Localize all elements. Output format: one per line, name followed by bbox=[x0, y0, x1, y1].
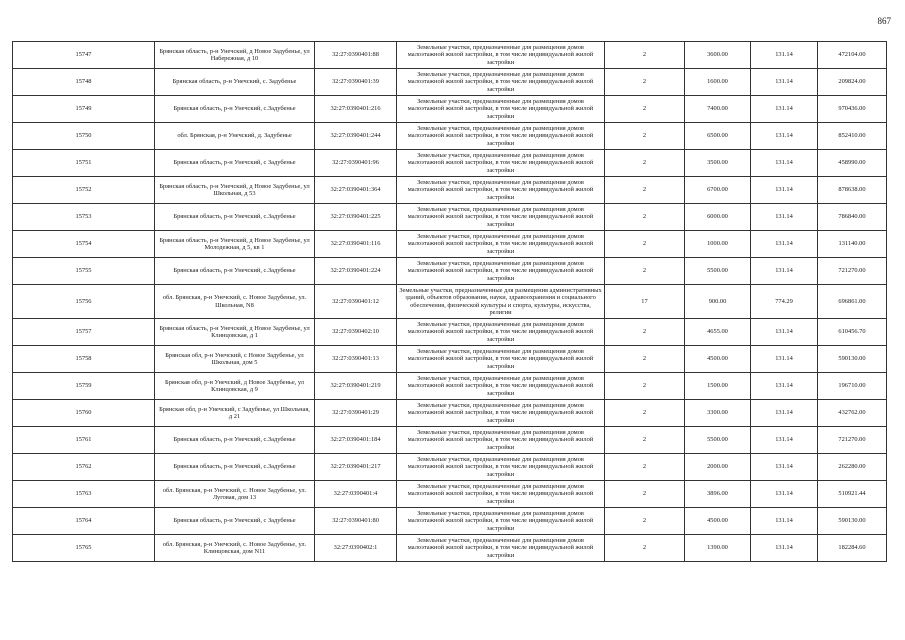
cell-use-group: 2 bbox=[605, 535, 685, 562]
cell-specific-value: 131.14 bbox=[751, 454, 818, 481]
cell-permitted-use: Земельные участки, предназначенные для размещения домов малоэтажной жилой застройки, в том числе индивидуальной жилой застройки bbox=[397, 373, 605, 400]
table-body bbox=[13, 42, 887, 562]
table-row bbox=[13, 481, 887, 508]
cell-cadastral-value: 196710.00 bbox=[818, 373, 887, 400]
cell-permitted-use: Земельные участки, предназначенные для размещения домов малоэтажной жилой застройки, в том числе индивидуальной жилой застройки bbox=[397, 400, 605, 427]
cell-address: Брянская область, р-н Унечский, с.Задубенье bbox=[155, 204, 315, 231]
cell-address: Брянская область, р-н Унечский, с.Задубенье bbox=[155, 96, 315, 123]
cell-specific-value: 131.14 bbox=[751, 481, 818, 508]
table-row bbox=[13, 535, 887, 562]
cell-specific-value: 131.14 bbox=[751, 69, 818, 96]
cell-record-id: 15759 bbox=[13, 373, 155, 400]
cell-cadastral-value: 721270.00 bbox=[818, 258, 887, 285]
table-row bbox=[13, 373, 887, 400]
cell-area: 3896.00 bbox=[685, 481, 751, 508]
cell-cadastral-value: 182284.60 bbox=[818, 535, 887, 562]
cell-permitted-use: Земельные участки, предназначенные для размещения домов малоэтажной жилой застройки, в том числе индивидуальной жилой застройки bbox=[397, 319, 605, 346]
cell-use-group: 2 bbox=[605, 508, 685, 535]
cell-permitted-use: Земельные участки, предназначенные для размещения административных зданий, объектов образования, науки, здравоохранения и социального обеспечения, физической культуры и спорта, культуры, искусства, религии bbox=[397, 285, 605, 319]
table-row bbox=[13, 508, 887, 535]
cell-use-group: 2 bbox=[605, 373, 685, 400]
cell-cadastral-number: 32:27:0390401:364 bbox=[315, 177, 397, 204]
cell-specific-value: 131.14 bbox=[751, 427, 818, 454]
cell-cadastral-number: 32:27:0390401:80 bbox=[315, 508, 397, 535]
cell-cadastral-value: 131140.00 bbox=[818, 231, 887, 258]
cell-use-group: 2 bbox=[605, 231, 685, 258]
cell-record-id: 15764 bbox=[13, 508, 155, 535]
cell-permitted-use: Земельные участки, предназначенные для размещения домов малоэтажной жилой застройки, в том числе индивидуальной жилой застройки bbox=[397, 96, 605, 123]
cell-permitted-use: Земельные участки, предназначенные для размещения домов малоэтажной жилой застройки, в том числе индивидуальной жилой застройки bbox=[397, 204, 605, 231]
cell-record-id: 15765 bbox=[13, 535, 155, 562]
cell-cadastral-number: 32:27:0390401:217 bbox=[315, 454, 397, 481]
cell-cadastral-number: 32:27:0390402:10 bbox=[315, 319, 397, 346]
cell-specific-value: 131.14 bbox=[751, 204, 818, 231]
cell-cadastral-number: 32:27:0390401:4 bbox=[315, 481, 397, 508]
cell-area: 5500.00 bbox=[685, 427, 751, 454]
cell-cadastral-number: 32:27:0390401:219 bbox=[315, 373, 397, 400]
cell-cadastral-number: 32:27:0390401:224 bbox=[315, 258, 397, 285]
cell-address: Брянская обл, р-н Унечский, д Новое Задубенье, ул Клинцовская, д 9 bbox=[155, 373, 315, 400]
cell-specific-value: 131.14 bbox=[751, 373, 818, 400]
cell-cadastral-value: 472104.00 bbox=[818, 42, 887, 69]
cell-cadastral-value: 610456.70 bbox=[818, 319, 887, 346]
cell-specific-value: 131.14 bbox=[751, 123, 818, 150]
cell-specific-value: 131.14 bbox=[751, 150, 818, 177]
cell-specific-value: 131.14 bbox=[751, 319, 818, 346]
cell-specific-value: 131.14 bbox=[751, 42, 818, 69]
cell-record-id: 15758 bbox=[13, 346, 155, 373]
cell-cadastral-number: 32:27:0390402:1 bbox=[315, 535, 397, 562]
cell-record-id: 15763 bbox=[13, 481, 155, 508]
cell-cadastral-number: 32:27:0390401:225 bbox=[315, 204, 397, 231]
cell-use-group: 2 bbox=[605, 319, 685, 346]
cell-use-group: 2 bbox=[605, 427, 685, 454]
cell-cadastral-value: 878638.00 bbox=[818, 177, 887, 204]
cell-cadastral-value: 696861.00 bbox=[818, 285, 887, 319]
cell-cadastral-number: 32:27:0390401:13 bbox=[315, 346, 397, 373]
cell-permitted-use: Земельные участки, предназначенные для размещения домов малоэтажной жилой застройки, в том числе индивидуальной жилой застройки bbox=[397, 150, 605, 177]
cell-address: Брянская область, р-н Унечский, д Новое Задубенье, ул Молодежная, д 5, кв 1 bbox=[155, 231, 315, 258]
cell-area: 7400.00 bbox=[685, 96, 751, 123]
cell-permitted-use: Земельные участки, предназначенные для размещения домов малоэтажной жилой застройки, в том числе индивидуальной жилой застройки bbox=[397, 427, 605, 454]
cell-area: 6000.00 bbox=[685, 204, 751, 231]
page-number: 867 bbox=[877, 16, 891, 26]
cell-cadastral-number: 32:27:0390401:216 bbox=[315, 96, 397, 123]
cell-address: Брянская область, р-н Унечский, д Новое Задубенье, ул Набережная, д 10 bbox=[155, 42, 315, 69]
cell-use-group: 2 bbox=[605, 123, 685, 150]
cell-area: 1390.00 bbox=[685, 535, 751, 562]
cell-area: 1500.00 bbox=[685, 373, 751, 400]
cell-use-group: 2 bbox=[605, 96, 685, 123]
cell-permitted-use: Земельные участки, предназначенные для размещения домов малоэтажной жилой застройки, в том числе индивидуальной жилой застройки bbox=[397, 123, 605, 150]
cell-specific-value: 774.29 bbox=[751, 285, 818, 319]
cell-record-id: 15762 bbox=[13, 454, 155, 481]
table-row bbox=[13, 150, 887, 177]
table-row bbox=[13, 285, 887, 319]
cell-permitted-use: Земельные участки, предназначенные для размещения домов малоэтажной жилой застройки, в том числе индивидуальной жилой застройки bbox=[397, 258, 605, 285]
cell-address: Брянская область, р-н Унечский, с Задубенье bbox=[155, 508, 315, 535]
cell-cadastral-value: 786840.00 bbox=[818, 204, 887, 231]
cell-record-id: 15756 bbox=[13, 285, 155, 319]
cell-record-id: 15751 bbox=[13, 150, 155, 177]
cell-area: 1600.00 bbox=[685, 69, 751, 96]
cell-cadastral-number: 32:27:0390401:29 bbox=[315, 400, 397, 427]
table-row bbox=[13, 231, 887, 258]
cell-use-group: 2 bbox=[605, 481, 685, 508]
table-row bbox=[13, 177, 887, 204]
cell-record-id: 15754 bbox=[13, 231, 155, 258]
cell-specific-value: 131.14 bbox=[751, 346, 818, 373]
cell-area: 3300.00 bbox=[685, 400, 751, 427]
table-row bbox=[13, 346, 887, 373]
land-registry-table bbox=[12, 41, 887, 562]
table-row bbox=[13, 454, 887, 481]
cell-area: 3500.00 bbox=[685, 150, 751, 177]
cell-use-group: 2 bbox=[605, 346, 685, 373]
cell-record-id: 15761 bbox=[13, 427, 155, 454]
cell-specific-value: 131.14 bbox=[751, 400, 818, 427]
table-row bbox=[13, 69, 887, 96]
cell-cadastral-number: 32:27:0390401:39 bbox=[315, 69, 397, 96]
cell-cadastral-number: 32:27:0390401:88 bbox=[315, 42, 397, 69]
cell-use-group: 2 bbox=[605, 204, 685, 231]
cell-use-group: 2 bbox=[605, 258, 685, 285]
cell-specific-value: 131.14 bbox=[751, 508, 818, 535]
table-row bbox=[13, 204, 887, 231]
cell-address: обл. Брянская, р-н Унечский, с. Новое Задубенье, ул. Школьная, N8 bbox=[155, 285, 315, 319]
cell-permitted-use: Земельные участки, предназначенные для размещения домов малоэтажной жилой застройки, в том числе индивидуальной жилой застройки bbox=[397, 454, 605, 481]
cell-cadastral-value: 852410.00 bbox=[818, 123, 887, 150]
cell-permitted-use: Земельные участки, предназначенные для размещения домов малоэтажной жилой застройки, в том числе индивидуальной жилой застройки bbox=[397, 69, 605, 96]
cell-cadastral-value: 590130.00 bbox=[818, 508, 887, 535]
cell-cadastral-value: 590130.00 bbox=[818, 346, 887, 373]
cell-record-id: 15755 bbox=[13, 258, 155, 285]
cell-permitted-use: Земельные участки, предназначенные для размещения домов малоэтажной жилой застройки, в том числе индивидуальной жилой застройки bbox=[397, 177, 605, 204]
cell-permitted-use: Земельные участки, предназначенные для размещения домов малоэтажной жилой застройки, в том числе индивидуальной жилой застройки bbox=[397, 535, 605, 562]
table-row bbox=[13, 400, 887, 427]
cell-record-id: 15748 bbox=[13, 69, 155, 96]
cell-address: Брянская область, р-н Унечский, с Задубенье bbox=[155, 150, 315, 177]
cell-address: обл. Брянская, р-н Унечский, д. Задубенье bbox=[155, 123, 315, 150]
cell-area: 4655.00 bbox=[685, 319, 751, 346]
cell-record-id: 15757 bbox=[13, 319, 155, 346]
cell-cadastral-number: 32:27:0390401:244 bbox=[315, 123, 397, 150]
cell-cadastral-number: 32:27:0390401:96 bbox=[315, 150, 397, 177]
cell-address: Брянская обл, р-н Унечский, с Новое Задубенье, ул Школьная, дом 5 bbox=[155, 346, 315, 373]
cell-cadastral-value: 262280.00 bbox=[818, 454, 887, 481]
cell-record-id: 15753 bbox=[13, 204, 155, 231]
cell-cadastral-value: 458990.00 bbox=[818, 150, 887, 177]
cell-specific-value: 131.14 bbox=[751, 231, 818, 258]
table-row bbox=[13, 427, 887, 454]
cell-address: Брянская область, р-н Унечский, д Новое Задубенье, ул Клинцовская, д 1 bbox=[155, 319, 315, 346]
cell-area: 4500.00 bbox=[685, 508, 751, 535]
cell-use-group: 2 bbox=[605, 400, 685, 427]
cell-area: 1000.00 bbox=[685, 231, 751, 258]
cell-permitted-use: Земельные участки, предназначенные для размещения домов малоэтажной жилой застройки, в том числе индивидуальной жилой застройки bbox=[397, 231, 605, 258]
cell-use-group: 2 bbox=[605, 69, 685, 96]
cell-cadastral-value: 970436.00 bbox=[818, 96, 887, 123]
cell-specific-value: 131.14 bbox=[751, 96, 818, 123]
cell-specific-value: 131.14 bbox=[751, 177, 818, 204]
cell-record-id: 15747 bbox=[13, 42, 155, 69]
cell-area: 2000.00 bbox=[685, 454, 751, 481]
cell-cadastral-number: 32:27:0390401:116 bbox=[315, 231, 397, 258]
cell-permitted-use: Земельные участки, предназначенные для размещения домов малоэтажной жилой застройки, в том числе индивидуальной жилой застройки bbox=[397, 481, 605, 508]
cell-address: обл. Брянская, р-н Унечский, с. Новое Задубенье, ул. Луговая, дом 13 bbox=[155, 481, 315, 508]
table-row bbox=[13, 319, 887, 346]
cell-record-id: 15760 bbox=[13, 400, 155, 427]
cell-address: Брянская область, р-н Унечский, с.Задубенье bbox=[155, 258, 315, 285]
cell-area: 5500.00 bbox=[685, 258, 751, 285]
table-row bbox=[13, 96, 887, 123]
cell-permitted-use: Земельные участки, предназначенные для размещения домов малоэтажной жилой застройки, в том числе индивидуальной жилой застройки bbox=[397, 346, 605, 373]
cell-area: 6700.00 bbox=[685, 177, 751, 204]
cell-cadastral-number: 32:27:0390401:184 bbox=[315, 427, 397, 454]
cell-cadastral-value: 209824.00 bbox=[818, 69, 887, 96]
cell-record-id: 15750 bbox=[13, 123, 155, 150]
cell-record-id: 15749 bbox=[13, 96, 155, 123]
cell-address: обл. Брянская, р-н Унечский, с. Новое Задубенье, ул. Клинцовская, дом N11 bbox=[155, 535, 315, 562]
cell-permitted-use: Земельные участки, предназначенные для размещения домов малоэтажной жилой застройки, в том числе индивидуальной жилой застройки bbox=[397, 42, 605, 69]
cell-use-group: 2 bbox=[605, 177, 685, 204]
table-row bbox=[13, 42, 887, 69]
cell-use-group: 2 bbox=[605, 454, 685, 481]
cell-use-group: 2 bbox=[605, 42, 685, 69]
cell-permitted-use: Земельные участки, предназначенные для размещения домов малоэтажной жилой застройки, в том числе индивидуальной жилой застройки bbox=[397, 508, 605, 535]
cell-address: Брянская область, р-н Унечский, д Новое Задубенье, ул Школьная, д 53 bbox=[155, 177, 315, 204]
cell-cadastral-value: 432762.00 bbox=[818, 400, 887, 427]
cell-area: 900.00 bbox=[685, 285, 751, 319]
cell-use-group: 2 bbox=[605, 150, 685, 177]
table-row bbox=[13, 123, 887, 150]
cell-cadastral-value: 510921.44 bbox=[818, 481, 887, 508]
cell-specific-value: 131.14 bbox=[751, 535, 818, 562]
cell-address: Брянская область, р-н Унечский, с. Задубенье bbox=[155, 69, 315, 96]
cell-address: Брянская область, р-н Унечский, с.Задубенье bbox=[155, 454, 315, 481]
cell-area: 4500.00 bbox=[685, 346, 751, 373]
cell-area: 3600.00 bbox=[685, 42, 751, 69]
cell-specific-value: 131.14 bbox=[751, 258, 818, 285]
cell-cadastral-value: 721270.00 bbox=[818, 427, 887, 454]
cell-record-id: 15752 bbox=[13, 177, 155, 204]
table-row bbox=[13, 258, 887, 285]
cell-use-group: 17 bbox=[605, 285, 685, 319]
cell-address: Брянская обл, р-н Унечский, с Задубенье, ул Школьная, д 21 bbox=[155, 400, 315, 427]
cell-address: Брянская область, р-н Унечский, с.Задубенье bbox=[155, 427, 315, 454]
cell-cadastral-number: 32:27:0390401:12 bbox=[315, 285, 397, 319]
cell-area: 6500.00 bbox=[685, 123, 751, 150]
